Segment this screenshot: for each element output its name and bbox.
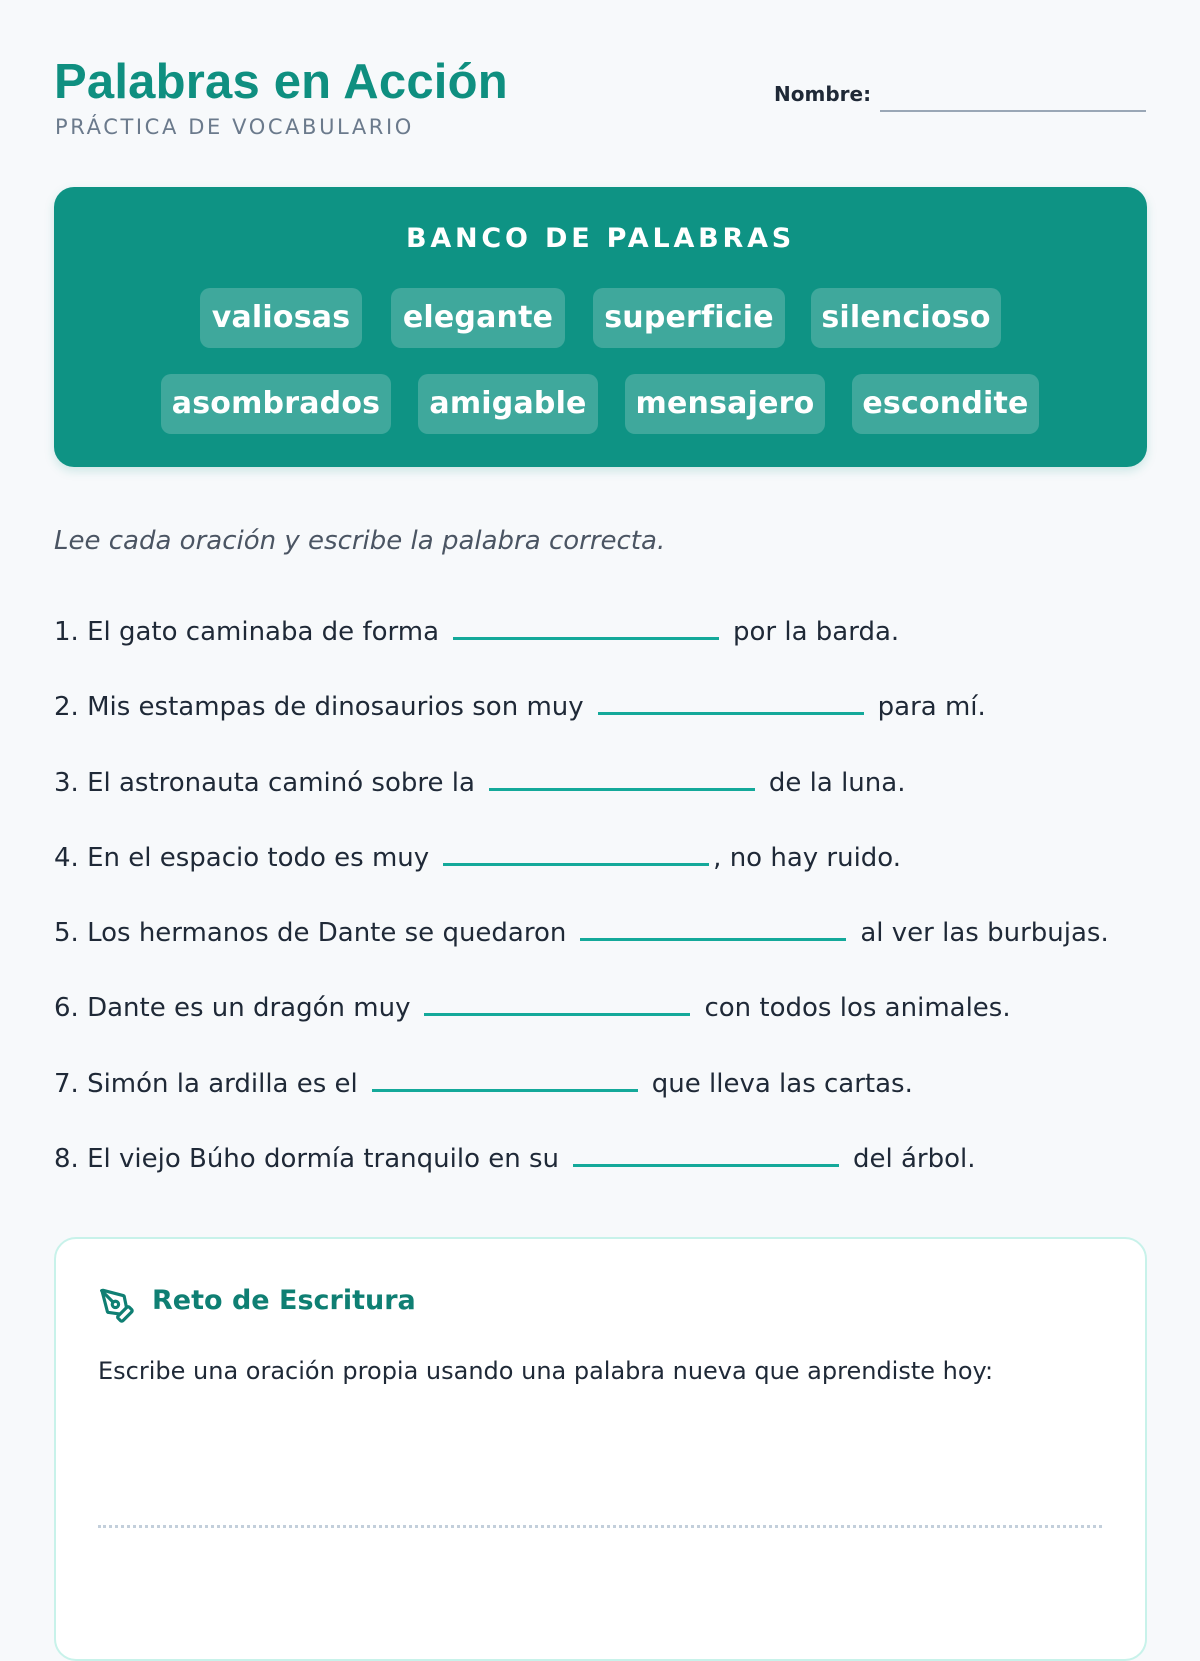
- writing-challenge-card: [54, 1237, 1147, 1661]
- word-chip: mensajero: [625, 374, 825, 434]
- name-label: Nombre:: [774, 82, 872, 106]
- answer-blank[interactable]: [443, 837, 709, 866]
- sentence-text: que lleva las cartas.: [651, 1069, 913, 1099]
- sentence-text: , no hay ruido.: [713, 843, 902, 873]
- word-chip: asombrados: [161, 374, 391, 434]
- name-field[interactable]: [880, 110, 1146, 112]
- answer-blank[interactable]: [598, 686, 864, 715]
- sentence-item: [54, 686, 986, 726]
- sentence-item: [54, 987, 1011, 1027]
- challenge-prompt: Escribe una oración propia usando una palabra nueva que aprendiste hoy:: [98, 1357, 994, 1385]
- sentence-text: 6. Dante es un dragón muy: [54, 993, 411, 1023]
- answer-blank[interactable]: [489, 762, 755, 791]
- sentence-text: del árbol.: [853, 1144, 976, 1174]
- sentence-text: 3. El astronauta caminó sobre la: [54, 768, 475, 798]
- sentence-text: al ver las burbujas.: [860, 918, 1109, 948]
- pen-icon: [98, 1287, 136, 1325]
- word-chip: amigable: [418, 374, 598, 434]
- word-chip: silencioso: [811, 288, 1001, 348]
- sentence-text: 7. Simón la ardilla es el: [54, 1069, 358, 1099]
- instructions: Lee cada oración y escribe la palabra correcta.: [54, 526, 666, 556]
- sentence-text: con todos los animales.: [704, 993, 1011, 1023]
- sentence-item: [54, 762, 905, 802]
- answer-blank[interactable]: [424, 987, 690, 1016]
- writing-line[interactable]: [98, 1525, 1102, 1528]
- answer-blank[interactable]: [453, 611, 719, 640]
- sentence-item: [54, 837, 901, 877]
- worksheet-header: [54, 52, 1148, 152]
- page-subtitle: PRÁCTICA DE VOCABULARIO: [55, 115, 414, 139]
- word-chip: elegante: [391, 288, 565, 348]
- word-bank-title: BANCO DE PALABRAS: [405, 223, 796, 254]
- sentence-item: [54, 611, 899, 651]
- word-chip: valiosas: [200, 288, 362, 348]
- sentence-text: 1. El gato caminaba de forma: [54, 617, 439, 647]
- sentence-item: [54, 912, 1109, 952]
- answer-blank[interactable]: [573, 1138, 839, 1167]
- sentence-text: de la luna.: [768, 768, 906, 798]
- sentence-text: 5. Los hermanos de Dante se quedaron: [54, 918, 567, 948]
- page-title: Palabras en Acción: [54, 55, 508, 109]
- sentence-text: por la barda.: [733, 617, 900, 647]
- answer-blank[interactable]: [372, 1063, 638, 1092]
- answer-blank[interactable]: [580, 912, 846, 941]
- sentence-text: para mí.: [877, 692, 986, 722]
- word-chip: superficie: [593, 288, 785, 348]
- word-bank: [54, 187, 1147, 467]
- sentence-text: 2. Mis estampas de dinosaurios son muy: [54, 692, 584, 722]
- sentence-text: 4. En el espacio todo es muy: [54, 843, 430, 873]
- sentence-item: [54, 1138, 976, 1178]
- word-chip: escondite: [852, 374, 1039, 434]
- sentence-text: 8. El viejo Búho dormía tranquilo en su: [54, 1144, 560, 1174]
- sentence-item: [54, 1063, 913, 1103]
- challenge-title: Reto de Escritura: [152, 1285, 416, 1316]
